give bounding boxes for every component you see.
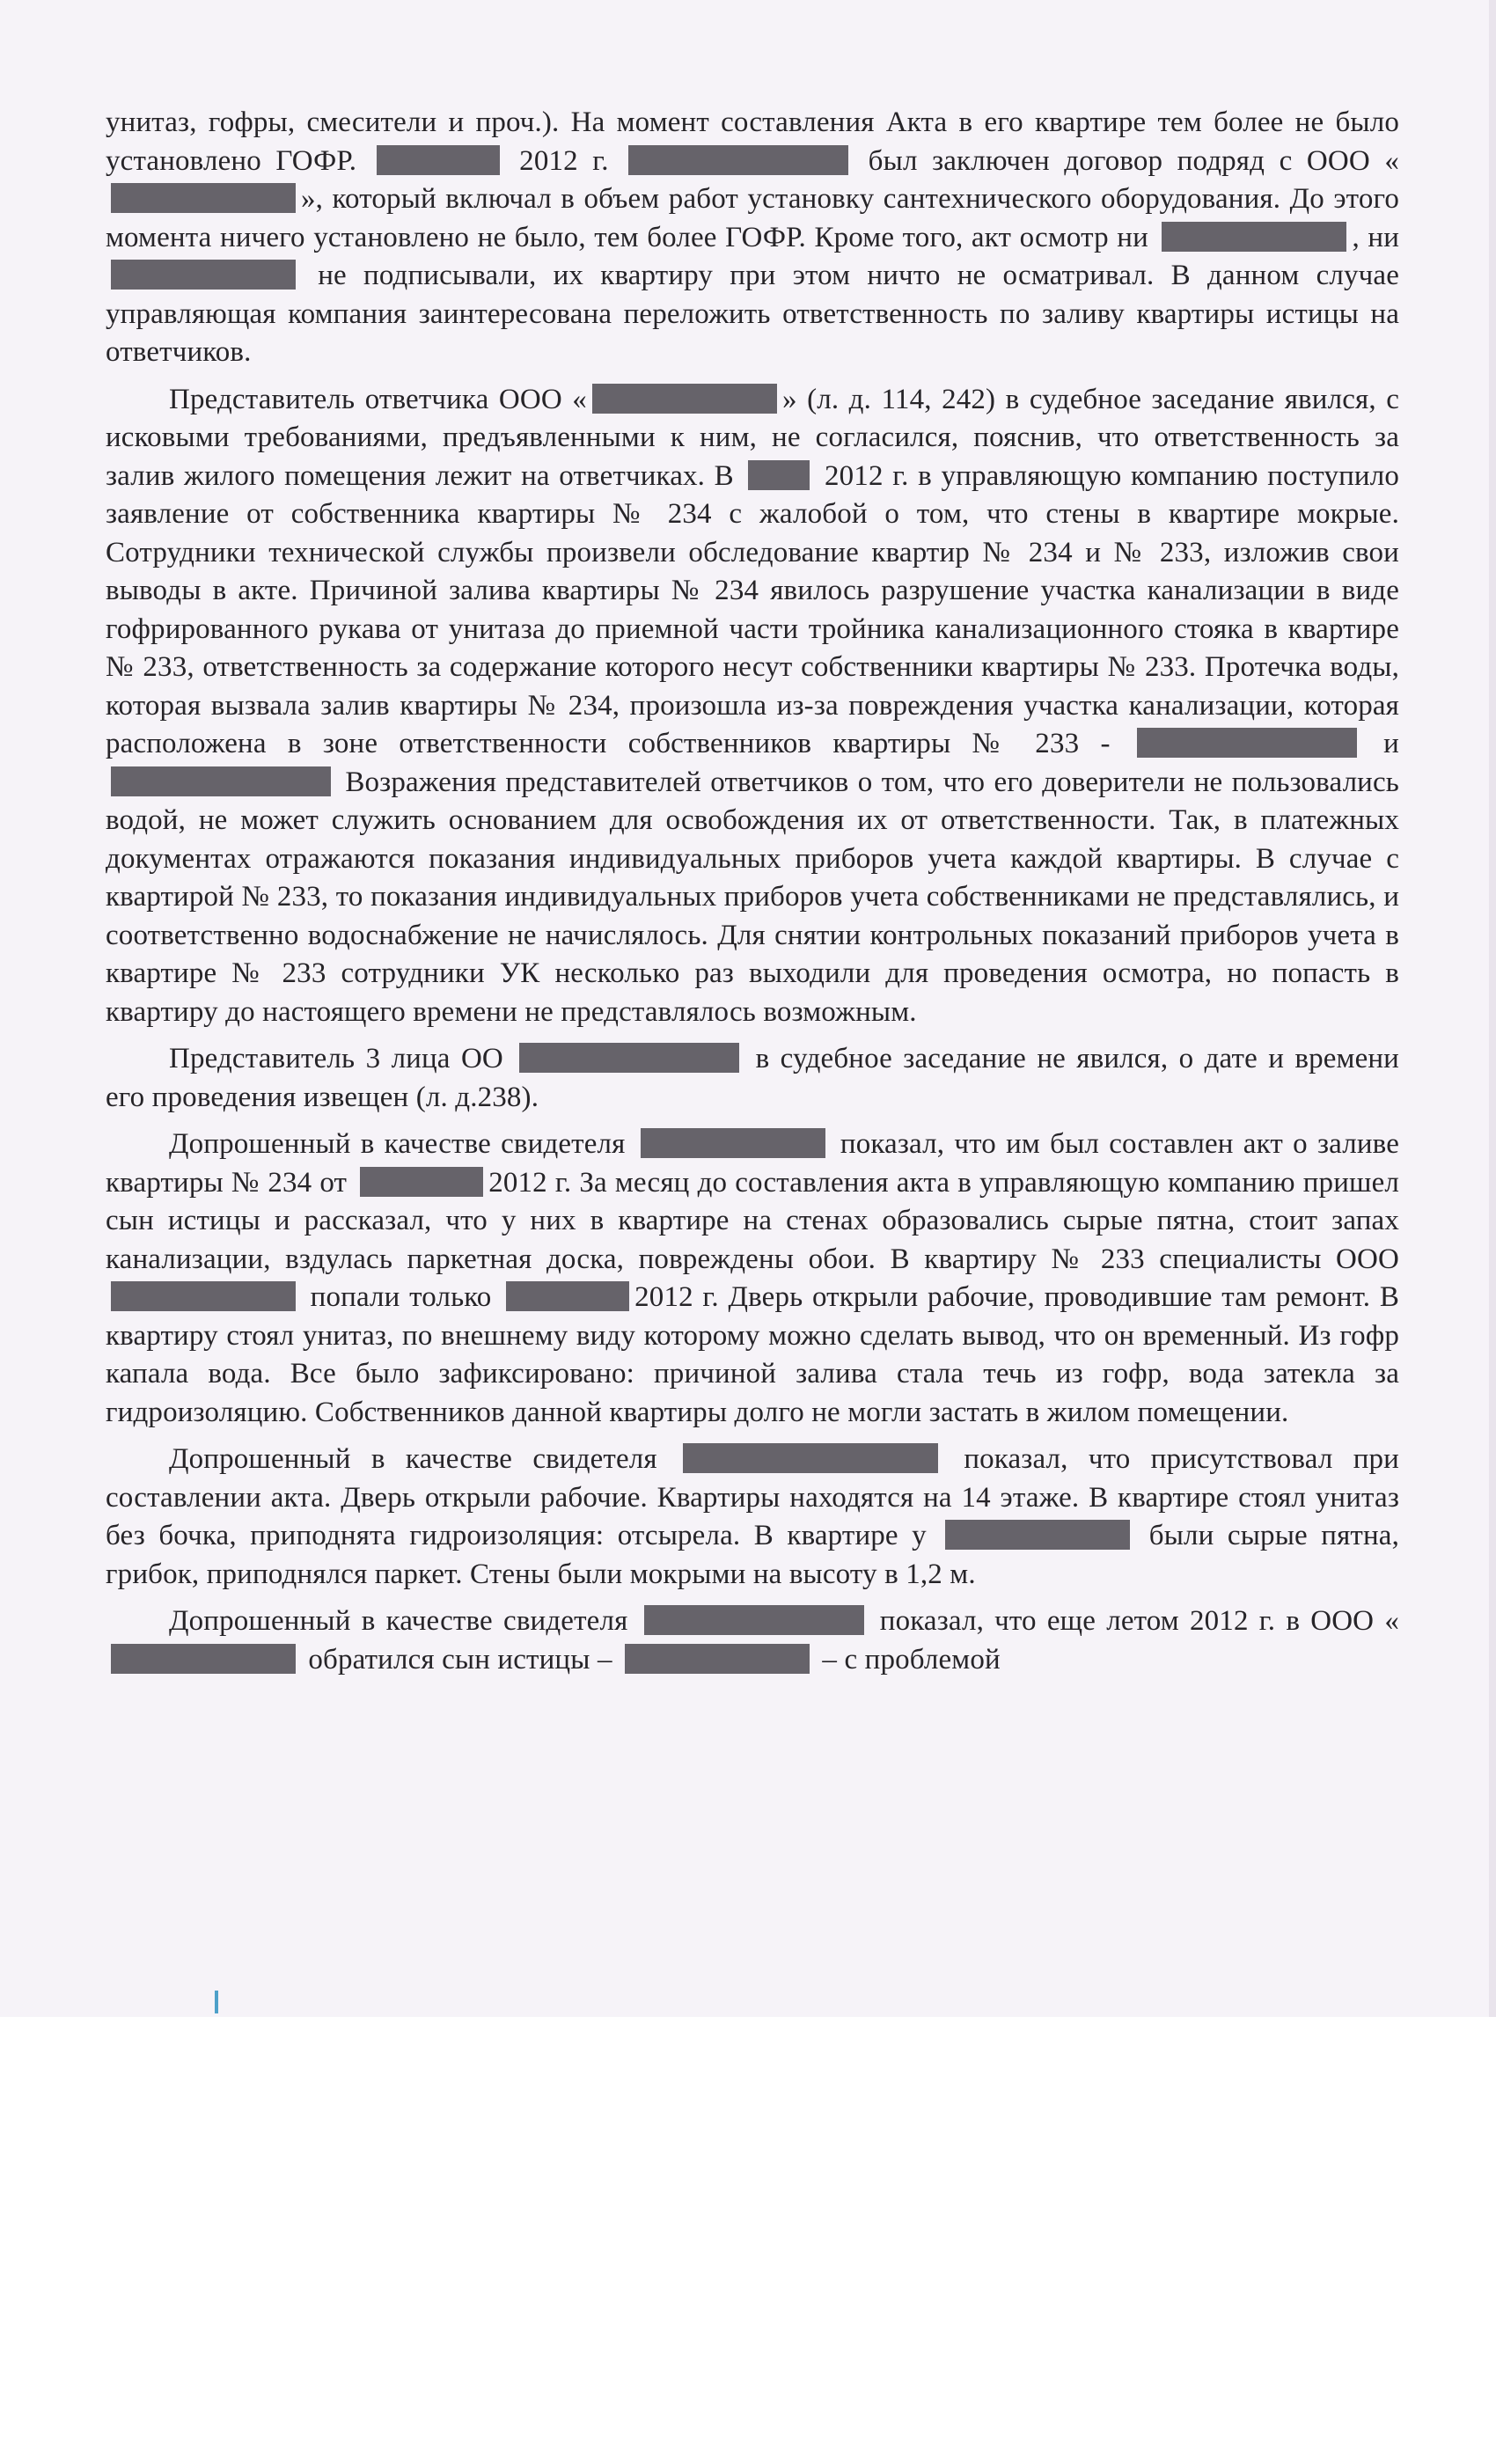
redaction-block bbox=[683, 1443, 938, 1473]
paragraph-text: Возражения представителей ответчиков о том, что его доверители не пользовались водой, не может служить основанием для освобождения их от ответственности. Так, в платежных документах отражаются показания индивидуальных приборов учета каждой квартиры. В случае с квартирой № 233, то показания индивидуальных приборов учета собственниками не представлялись, и соответственно водоснабжение не начислялось. Для снятии контрольных показаний приборов учета в квартире № 233 сотрудники УК несколько раз выходили для проведения осмотра, но попасть в квартиру до настоящего времени не представлялось возможным. bbox=[106, 766, 1399, 1028]
paragraph-text: – с проблемой bbox=[815, 1643, 1001, 1676]
paragraph-text: не подписывали, их квартиру при этом ничто не осматривал. В данном случае управляющая компания заинтересована переложить ответственность по заливу квартиры истицы на ответчиков. bbox=[106, 260, 1399, 368]
redaction-block bbox=[506, 1281, 629, 1311]
paragraph-text: попали только bbox=[301, 1281, 502, 1313]
paragraph-text: в судебное заседание не явился, о дате и времени его проведения извещен (л. д.238). bbox=[106, 1043, 1399, 1113]
paragraph-text: , ни bbox=[1352, 221, 1400, 253]
redaction-block bbox=[1137, 728, 1357, 758]
redaction-block bbox=[111, 766, 331, 796]
redaction-block bbox=[625, 1644, 810, 1674]
redaction-block bbox=[519, 1043, 739, 1073]
paragraph-text: показал, что еще летом 2012 г. в ООО « bbox=[869, 1605, 1399, 1637]
paragraph bbox=[106, 1040, 1399, 1117]
paragraph-text: обратился сын истицы – bbox=[301, 1643, 620, 1676]
redaction-block bbox=[111, 260, 296, 290]
paragraph-text: 2012 г. bbox=[504, 144, 624, 177]
redaction-block bbox=[111, 1281, 296, 1311]
paragraph bbox=[106, 381, 1399, 1032]
paragraph-text: » (л. д. 114, 242) в судебное заседание явился, с исковыми требованиями, предъявленными к ним, не согласился, пояснив, что ответственность за залив жилого помещения лежит на ответчиках. В bbox=[106, 383, 1399, 492]
redaction-block bbox=[111, 1644, 296, 1674]
redaction-block bbox=[945, 1520, 1130, 1550]
paragraph-text: », который включал в объем работ установку сантехнического оборудования. До этого момента ничего установлено не было, тем более ГОФР. Кроме того, акт осмотр ни bbox=[106, 183, 1399, 253]
redaction-block bbox=[111, 183, 296, 213]
paragraph-text: Допрошенный в качестве свидетеля bbox=[169, 1128, 635, 1160]
paragraph-text: и bbox=[1361, 728, 1399, 759]
paragraph-text: был заключен договор подряд с ООО « bbox=[854, 144, 1399, 177]
paragraph-text: 2012 г. За месяц до составления акта в управляющую компанию пришел сын истицы и рассказал, что у них в квартире на стенах образовались сырые пятна, стоит запах канализации, вздулась паркетная доска, повреждены обои. В квартиру № 233 специалисты ООО bbox=[106, 1166, 1399, 1275]
paragraph bbox=[106, 1441, 1399, 1594]
document-body bbox=[106, 104, 1399, 1688]
paragraph-text: были сырые пятна, грибок, приподнялся паркет. Стены были мокрыми на высоту в 1,2 м. bbox=[106, 1520, 1399, 1590]
paragraph-text: Допрошенный в качестве свидетеля bbox=[169, 1443, 678, 1475]
redaction-block bbox=[592, 384, 777, 414]
paragraph bbox=[106, 1126, 1399, 1432]
page-edge bbox=[1489, 0, 1496, 2017]
paragraph-text: 2012 г. в управляющую компанию поступило заявление от собственника квартиры № 234 с жалобой о том, что стены в квартире мокрые. Сотрудники технической службы произвели обследование квартир № 234 и № 233, изложив свои выводы в акте. Причиной залива квартиры № 234 явилось разрушение участка канализации в виде гофрированного рукава от унитаза до приемной части тройника канализационного стояка в квартире № 233, ответственность за содержание которого несут собственники квартиры № 233. Протечка воды, которая вызвала залив квартиры № 234, произошла из-за повреждения участка канализации, которая расположена в зоне ответственности собственников квартиры № 233 - bbox=[106, 459, 1399, 759]
blank-area bbox=[0, 2017, 1496, 2464]
paragraph-text: унитаз, гофры, смесители и проч.). На момент составления Акта в его квартире тем более не было установлено ГОФР. bbox=[106, 106, 1399, 177]
paragraph-text: Допрошенный в качестве свидетеля bbox=[169, 1605, 639, 1637]
paragraph-text: показал, что им был составлен акт о заливе квартиры № 234 от bbox=[106, 1128, 1399, 1199]
paragraph-text: 2012 г. Дверь открыли рабочие, проводившие там ремонт. В квартиру стоял унитаз, по внешнему виду которому можно сделать вывод, что он временный. Из гофр капала вода. Все было зафиксировано: причиной залива стала течь из гофр, вода затекла за гидроизоляцию. Собственников данной квартиры долго не могли застать в жилом помещении. bbox=[106, 1281, 1399, 1428]
redaction-block bbox=[377, 145, 500, 175]
paragraph-text: Представитель ответчика ООО « bbox=[169, 383, 587, 415]
paragraph-text: Представитель 3 лица ОО bbox=[169, 1043, 515, 1074]
paragraph bbox=[106, 104, 1399, 372]
redaction-block bbox=[1162, 222, 1346, 252]
scan-mark bbox=[215, 1991, 218, 2013]
paragraph-text: показал, что присутствовал при составлении акта. Дверь открыли рабочие. Квартиры находятся на 14 этаже. В квартире стоял унитаз без бочка, приподнята гидроизоляция: отсырела. В квартире у bbox=[106, 1443, 1399, 1551]
redaction-block bbox=[360, 1167, 483, 1197]
redaction-block bbox=[644, 1605, 864, 1635]
redaction-block bbox=[628, 145, 848, 175]
paragraph bbox=[106, 1602, 1399, 1679]
redaction-block bbox=[641, 1128, 825, 1158]
redaction-block bbox=[748, 460, 810, 490]
